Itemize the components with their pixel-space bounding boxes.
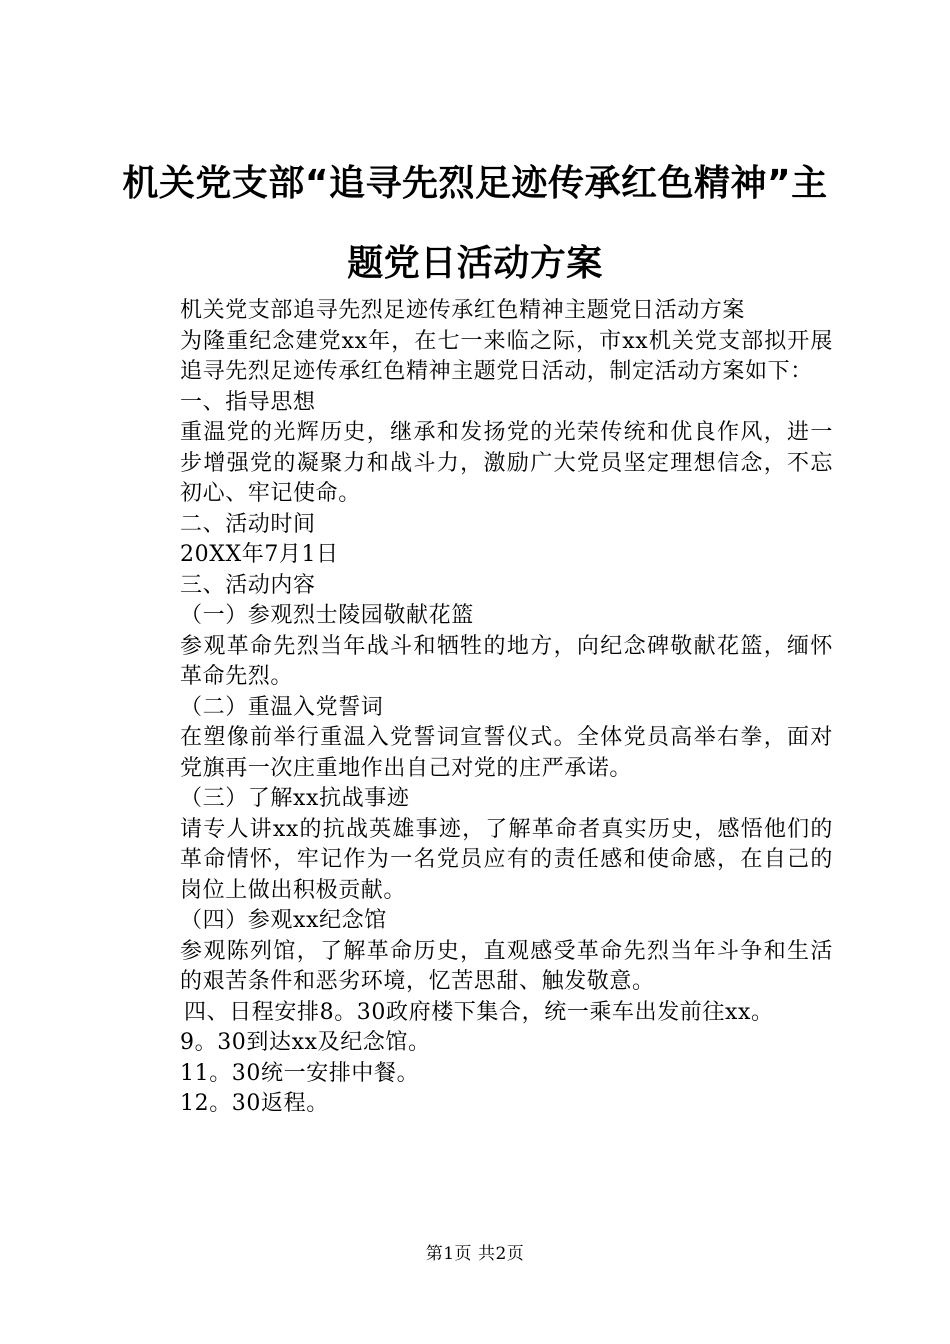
subheading-oath: （二）重温入党誓词 <box>180 694 384 720</box>
document-title-line-1: 机关党支部“追寻先烈足迹传承红色精神”主 <box>122 163 828 204</box>
section-heading-activity-content: 三、活动内容 <box>180 572 316 598</box>
cemetery-visit-paragraph: 参观革命先烈当年战斗和牺牲的地方，向纪念碑敬献花篮，缅怀革命先烈。 <box>180 633 833 689</box>
oath-paragraph: 在塑像前举行重温入党誓词宣誓仪式。全体党员高举右拳，面对党旗再一次庄重地作出自己对党的庄严承诺。 <box>180 725 833 781</box>
page-footer: 第1页 共2页 <box>425 1244 525 1264</box>
memorial-hall-paragraph: 参观陈列馆，了解革命历史，直观感受革命先烈当年斗争和生活的艰苦条件和恶劣环境，忆苦思甜、触发敬意。 <box>180 938 833 994</box>
subheading-cemetery-visit: （一）参观烈士陵园敬献花篮 <box>180 603 474 628</box>
subheading-war-history: （三）了解xx抗战事迹 <box>180 786 410 811</box>
document-body <box>128 296 833 1120</box>
intro-paragraph: 为隆重纪念建党xx年，在七一来临之际，市xx机关党支部拟开展追寻先烈足迹传承红色精神主题党日活动，制定活动方案如下： <box>180 328 833 384</box>
schedule-paragraph: 四、日程安排8。30政府楼下集合，统一乘车出发前往xx。 <box>184 999 774 1025</box>
war-history-paragraph: 请专人讲xx的抗战英雄事迹，了解革命者真实历史，感悟他们的革命情怀，牢记作为一名党员应有的责任感和使命感，在自己的岗位上做出积极贡献。 <box>180 816 833 903</box>
section-heading-guiding-thought: 一、指导思想 <box>180 389 316 415</box>
activity-date: 20XX年7月1日 <box>180 542 339 567</box>
guiding-thought-paragraph: 重温党的光辉历史，继承和发扬党的光荣传统和优良作风，进一步增强党的凝聚力和战斗力，激励广大党员坚定理想信念，不忘初心、牢记使命。 <box>180 420 833 506</box>
schedule-item: 12。30返程。 <box>180 1091 329 1116</box>
schedule-item: 11。30统一安排中餐。 <box>180 1060 420 1086</box>
subtitle-paragraph: 机关党支部追寻先烈足迹传承红色精神主题党日活动方案 <box>180 298 746 323</box>
subheading-memorial-hall: （四）参观xx纪念馆 <box>180 908 387 933</box>
document-title-line-2: 题党日活动方案 <box>347 243 603 284</box>
schedule-item: 9。30到达xx及纪念馆。 <box>180 1030 431 1055</box>
section-heading-activity-time: 二、活动时间 <box>180 511 316 537</box>
